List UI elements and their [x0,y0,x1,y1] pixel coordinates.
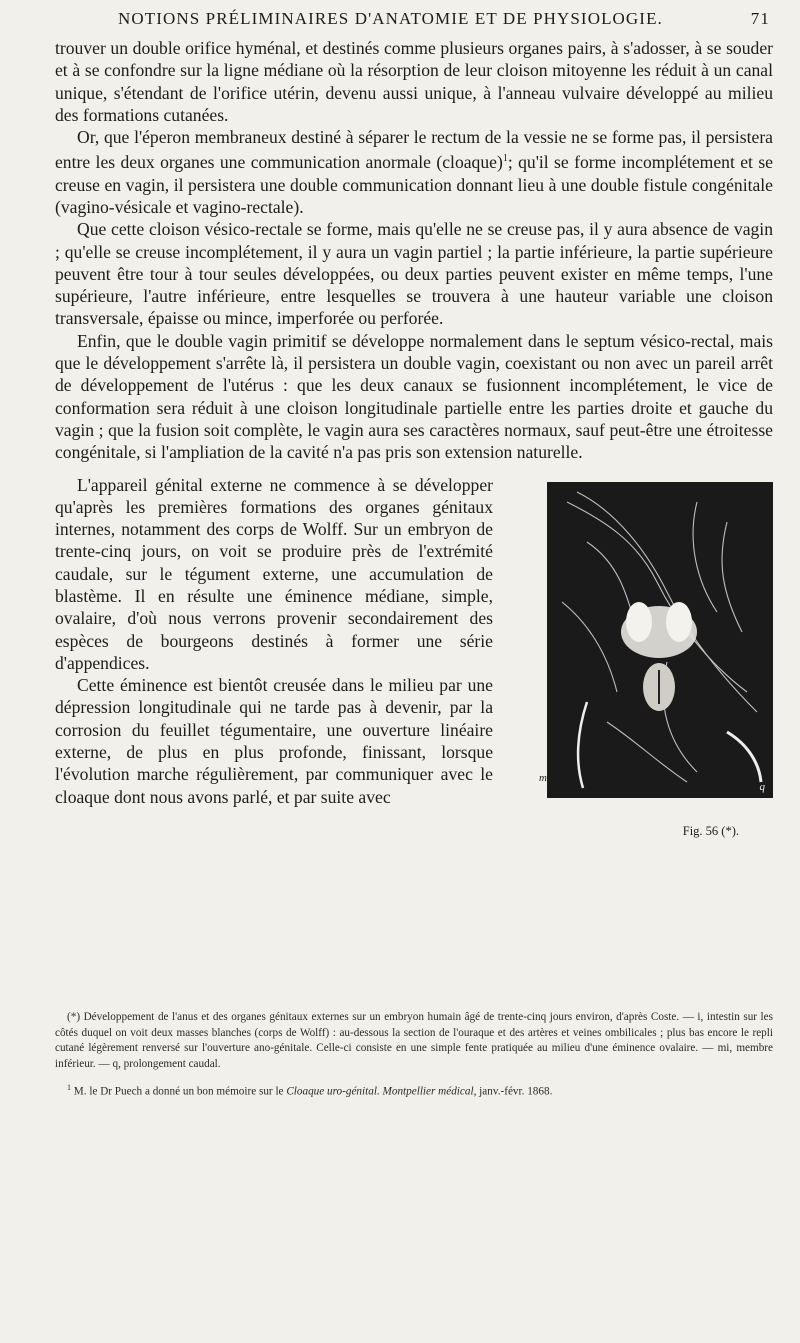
paragraph-continuation: trouver un double orifice hyménal, et destinés comme plusieurs organes pairs, à s'adosser, à se souder et à se confondre sur la ligne médiane où la résorption de leur cloison mitoyenne les réduit à un canal unique, s'étendant de l'orifice utérin, devenu aussi unique, à l'anneau vulvaire développé au milieu des formations cutanées. [55,38,773,125]
paragraph-eminence: Cette éminence est bientôt creusée dans le milieu par une dépression longitudinale qui ne tarde pas à devenir, par la corrosion du feuillet tégumentaire, une ouverture linéaire externe, de plus en plus profonde, finissant, lorsque l'évolution marche régulièrement, par communiquer avec le cloaque dont nous avons parlé, et par suite avec [55,675,493,807]
footnotes [55,1010,773,1101]
paragraph-cloaque-tail: ; qu'il se forme incomplétement et se creuse en vagin, il persistera une double communication donnant lieu à une double fistule congénitale (vagino-vésicale et vagino-rectale). [55,152,773,217]
footnote-1-text: M. le Dr Puech a donné un bon mémoire sur le [73,1086,287,1099]
footnote-ref-1: 1 [502,153,508,165]
running-head [55,9,770,35]
figure-label-mi: mi [539,771,550,784]
paragraph-double-vagin: Enfin, que le double vagin primitif se développe normalement dans le septum vésico-rectal, mais que le développement s'arrête là, il persistera un double vagin, coexistant ou non avec un pareil arrêt de développement de l'utérus : que les deux canaux se fusionnent incomplétement, le vice de conformation sera réduit à une cloison longitudinale partielle entre les parties droite et gauche du vagin ; que la fusion soit complète, le vagin aura ses caractères normaux, sauf peut-être une étroitesse congénitale, si l'ampliation de la cavité n'a pas pris son extension naturelle. [55,330,773,463]
paragraph-appareil-text: L'appareil génital externe ne commence à se développer qu'après les premières formations des organes génitaux internes, notamment des corps de Wolff. Sur un embryon de trente-cinq jours, on voit se produire près de l'extrémité caudale, sur le tégument externe, une accumulation de blastème. Il en résulte une éminence médiane, simple, ovalaire, d'où nous verrons provenir secondairement des espèces de bourgeons destinés à former une série d'appendices. [55,474,493,673]
page-number: 71 [750,9,770,28]
figure-56 [507,482,773,842]
paragraph-cloaque-text: Or, que l'éperon membraneux destiné à séparer le rectum de la vessie ne se forme pas, il persistera entre les deux organes une communication anormale (cloaque) [55,127,773,173]
figure-label-q: q [759,780,765,793]
figure-caption: Fig. 56 (*). [682,823,739,838]
body-text [55,37,773,848]
footnote-1-title: Cloaque uro-génital. Montpellier médical [286,1086,474,1099]
running-head-title: NOTIONS PRÉLIMINAIRES D'ANATOMIE ET DE PHYSIOLOGIE. [118,9,663,28]
footnote-1 [55,1080,773,1100]
footnote-figure: (*) Développement de l'anus et des organes génitaux externes sur un embryon humain âgé de trente-cinq jours environ, d'après Coste. — i, intestin sur les côtés duquel on voit deux masses blanches (corps de Wolff) : au-dessous la section de l'ouraque et des artères et veines ombilicales ; plus bas encore le repli cutané légèrement renversé sur l'ouverture ano-génitale. Celle-ci consiste en une simple fente pratiquée au milieu d'une éminence ovalaire. — mi, membre inférieur. — q, prolongement caudal. [55,1011,773,1070]
paragraph-cloison: Que cette cloison vésico-rectale se forme, mais qu'elle ne se creuse pas, il y aura absence de vagin ; qu'elle se creuse incomplétement, il y aura un vagin partiel ; la partie inférieure, la partie supérieure peuvent être tour à tour seules développées, ou deux parties peuvent exister en même temps, l'une supérieure, l'autre inférieure, entre lesquelles se trouvera à une hauteur variable une cloison transversale, épaisse ou mince, imperforée ou perforée. [55,219,773,329]
footnote-1-tail: , janv.-févr. 1868. [473,1086,553,1099]
paragraph-cloaque [55,126,773,218]
embryo-illustration [547,482,773,798]
footnote-1-marker: 1 [67,1083,71,1093]
